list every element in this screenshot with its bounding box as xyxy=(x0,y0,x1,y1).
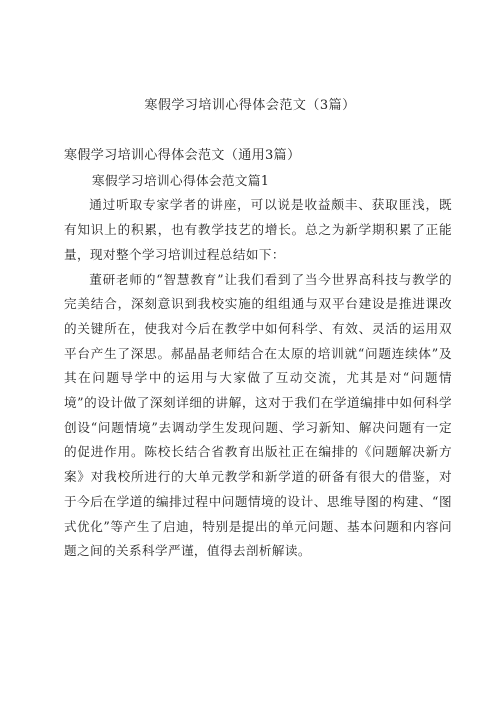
section-heading: 寒假学习培训心得体会范文篇1 xyxy=(92,172,270,188)
document-body xyxy=(64,144,452,564)
document-title: 寒假学习培训心得体会范文（3篇） xyxy=(144,98,356,113)
paragraph-intro: 通过听取专家学者的讲座，可以说是收益颇丰、获取匪浅，既有知识上的积累，也有教学技艺的增长。总之为新学期积累了正能量，现对整个学习培训过程总结如下： xyxy=(64,197,452,262)
document-subtitle: 寒假学习培训心得体会范文（通用3篇） xyxy=(64,148,301,163)
paragraph-body: 董研老师的“智慧教育”让我们看到了当今世界高科技与教学的完美结合，深刻意识到我校实施的组组通与双平台建设是推进课改的关键所在，使我对今后在教学中如何科学、有效、灵活的运用双平台产生了深思。郝晶晶老师结合在太原的培训就“问题连续体”及其在问题导学中的运用与大家做了互动交流，尤其是对“问题情境”的设计做了深刻详细的讲解，这对于我们在学道编排中如何科学创设“问题情境”去调动学生发现问题、学习新知、解决问题有一定的促进作用。陈校长结合省教育出版社正在编排的《问题解决新方案》对我校所进行的大单元教学和新学道的研备有很大的借鉴，对于今后在学道的编排过程中问题情境的设计、思维导图的构建、“图式优化”等产生了启迪，特别是提出的单元问题、基本问题和内容问题之间的关系科学严谨，值得去剖析解读。 xyxy=(64,271,452,559)
